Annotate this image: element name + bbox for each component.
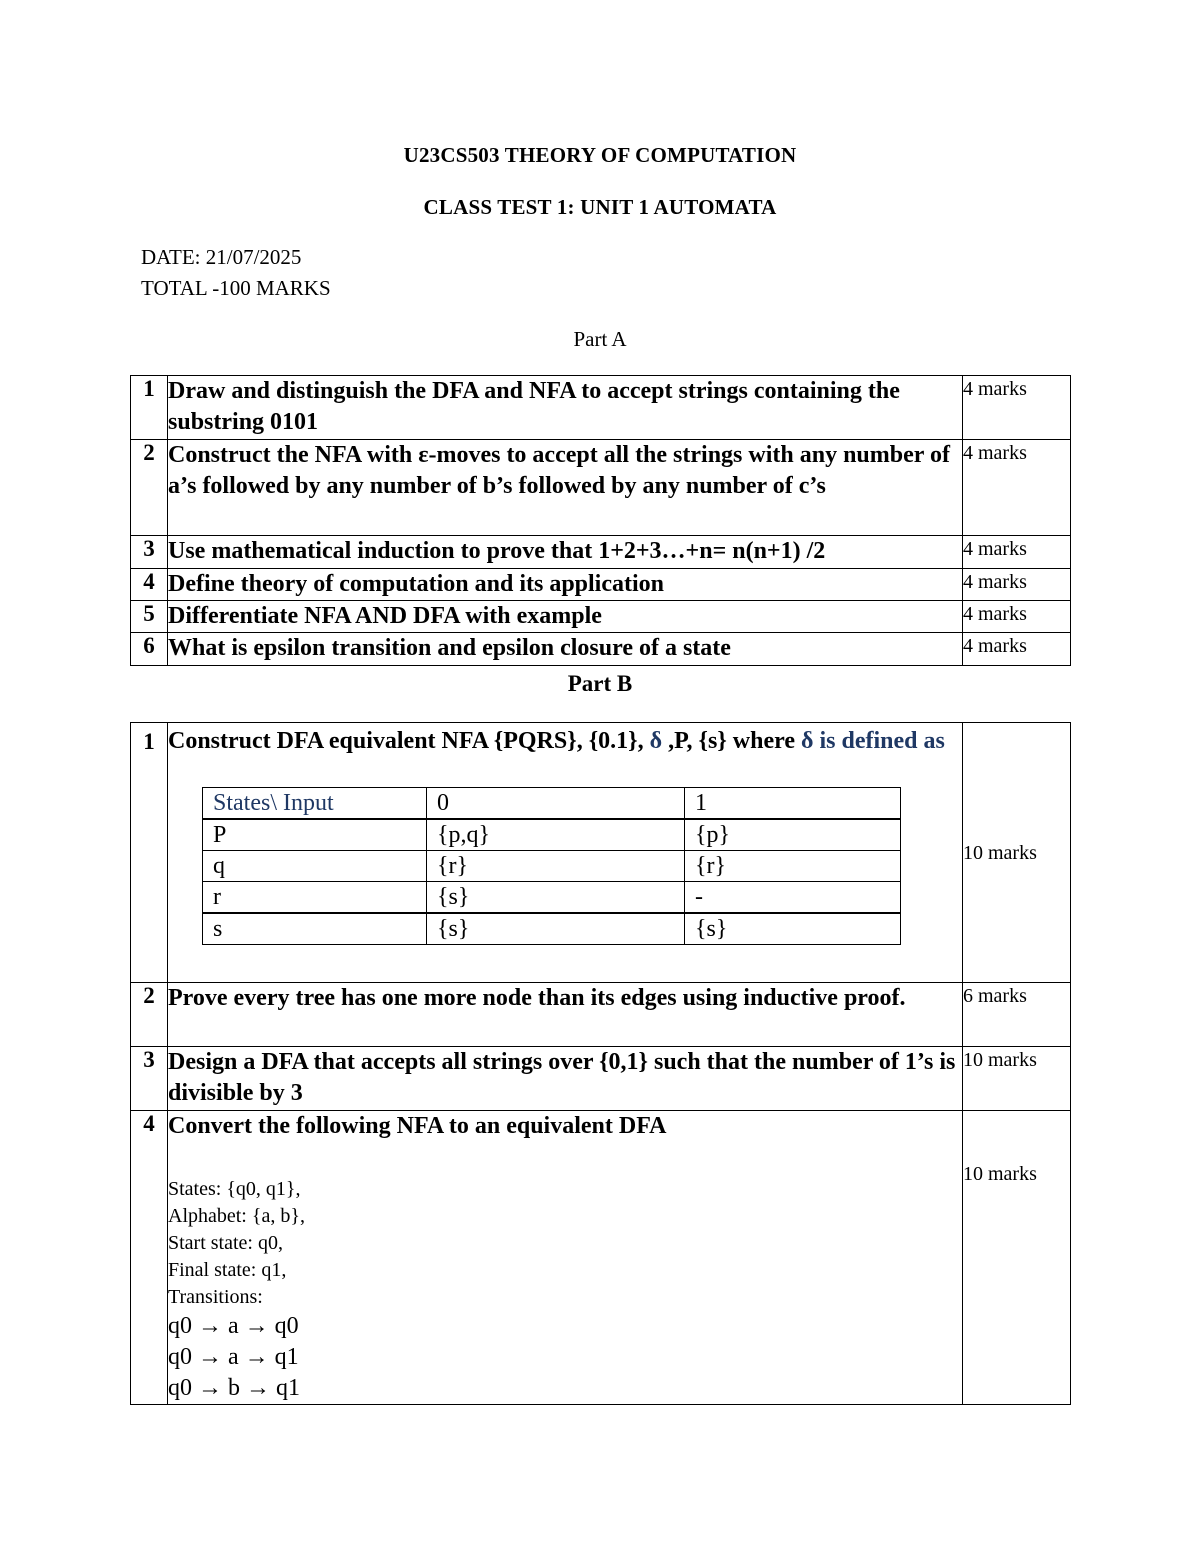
- question-text: Construct the NFA with ε-moves to accept all the strings with any number of a’s followed by any number of b’s followed by any number of c’s: [168, 440, 963, 536]
- question-number: 4: [131, 1111, 168, 1405]
- nfa-detail-line: Transitions:: [168, 1286, 263, 1308]
- question-number: 6: [131, 633, 168, 666]
- question-text: [168, 723, 963, 983]
- nfa-details: [168, 1176, 962, 1311]
- table-header-row: [203, 788, 901, 820]
- question-number: 3: [131, 1047, 168, 1111]
- question-number: 5: [131, 601, 168, 633]
- question-number: 1: [131, 723, 168, 983]
- table-cell: {s}: [427, 882, 685, 914]
- question-text: What is epsilon transition and epsilon closure of a state: [168, 633, 963, 666]
- table-cell: {r}: [427, 851, 685, 882]
- table-cell: s: [203, 913, 427, 945]
- table-cell: {p,q}: [427, 819, 685, 851]
- table-row: [131, 983, 1071, 1047]
- table-cell: {p}: [685, 819, 901, 851]
- table-row: [131, 536, 1071, 569]
- test-date: DATE: 21/07/2025: [141, 245, 302, 269]
- question-text-main: Convert the following NFA to an equivalent DFA: [168, 1113, 667, 1139]
- total-marks: TOTAL -100 MARKS: [141, 276, 331, 300]
- table-cell: P: [203, 819, 427, 851]
- table-row: [131, 569, 1071, 601]
- question-text: [168, 1111, 963, 1405]
- question-marks: 4 marks: [963, 440, 1071, 536]
- table-cell: r: [203, 882, 427, 914]
- question-marks: 10 marks: [963, 723, 1071, 983]
- table-row: [203, 851, 901, 882]
- question-number: 1: [131, 376, 168, 440]
- table-row: [131, 1047, 1071, 1111]
- question-marks: 4 marks: [963, 376, 1071, 440]
- part-b-heading: Part B: [567, 671, 633, 696]
- course-title: U23CS503 THEORY OF COMPUTATION: [403, 143, 797, 167]
- question-text: Draw and distinguish the DFA and NFA to accept strings containing the substring 0101: [168, 376, 963, 440]
- question-number: 3: [131, 536, 168, 569]
- transition-line: q0 → a → q0: [168, 1313, 299, 1339]
- question-text: Prove every tree has one more node than its edges using inductive proof.: [168, 983, 963, 1047]
- question-text-tail: δ is defined as: [801, 728, 945, 754]
- table-header-cell: 1: [685, 788, 901, 820]
- transition-line: q0 → a → q1: [168, 1344, 299, 1370]
- question-text: Differentiate NFA AND DFA with example: [168, 601, 963, 633]
- test-title: CLASS TEST 1: UNIT 1 AUTOMATA: [423, 195, 777, 219]
- table-row: [131, 723, 1071, 983]
- nfa-detail-line: Final state: q1,: [168, 1259, 287, 1281]
- table-row: [131, 1111, 1071, 1405]
- question-marks: 6 marks: [963, 983, 1071, 1047]
- table-row: [203, 819, 901, 851]
- question-text: Use mathematical induction to prove that 1+2+3…+n= n(n+1) /2: [168, 536, 963, 569]
- table-row: [203, 913, 901, 945]
- table-cell: -: [685, 882, 901, 914]
- table-header-cell: 0: [427, 788, 685, 820]
- table-cell: {r}: [685, 851, 901, 882]
- question-text-main: Construct DFA equivalent NFA {PQRS}, {0.1},: [168, 728, 650, 754]
- question-marks: 4 marks: [963, 569, 1071, 601]
- question-text: Design a DFA that accepts all strings over {0,1} such that the number of 1’s is divisible by 3: [168, 1047, 963, 1111]
- question-marks: 4 marks: [963, 633, 1071, 666]
- transition-table: [202, 787, 901, 945]
- table-row: [131, 376, 1071, 440]
- table-row: [203, 882, 901, 914]
- table-row: [131, 601, 1071, 633]
- table-cell: {s}: [685, 913, 901, 945]
- nfa-detail-line: States: {q0, q1},: [168, 1178, 301, 1200]
- part-b-table: [130, 722, 1071, 1405]
- table-row: [131, 633, 1071, 666]
- question-text-mid: ,P, {s} where: [662, 728, 801, 754]
- question-number: 4: [131, 569, 168, 601]
- nfa-detail-line: Alphabet: {a, b},: [168, 1205, 305, 1227]
- question-marks: 10 marks: [963, 1111, 1071, 1405]
- part-a-heading: Part A: [573, 327, 627, 351]
- question-marks: 4 marks: [963, 601, 1071, 633]
- question-marks: 10 marks: [963, 1047, 1071, 1111]
- table-row: [131, 440, 1071, 536]
- table-cell: {s}: [427, 913, 685, 945]
- delta-symbol: δ: [649, 728, 663, 754]
- part-a-table: [130, 375, 1071, 666]
- question-number: 2: [131, 440, 168, 536]
- question-text: Define theory of computation and its application: [168, 569, 963, 601]
- table-header-cell: States\ Input: [203, 788, 427, 820]
- question-marks: 4 marks: [963, 536, 1071, 569]
- table-cell: q: [203, 851, 427, 882]
- nfa-transitions: [168, 1311, 962, 1404]
- transition-line: q0 → b → q1: [168, 1375, 300, 1401]
- nfa-detail-line: Start state: q0,: [168, 1232, 283, 1254]
- question-number: 2: [131, 983, 168, 1047]
